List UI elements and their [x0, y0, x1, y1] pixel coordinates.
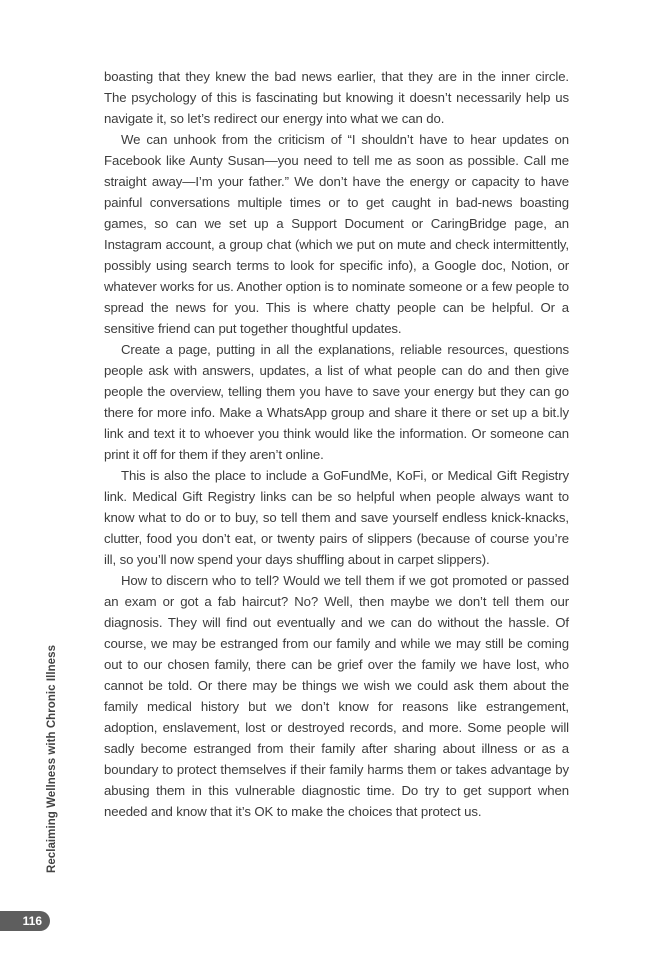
body-text: [104, 66, 569, 822]
paragraph-unhook-criticism: We can unhook from the criticism of “I shouldn’t have to hear updates on Facebook like Aunty Susan—you need to tell me as soon as possible. Call me straight away—I’m your father.” We don’t have the energy or capacity to have painful conversations multiple times or to get caught in bad-news boasting games, so can we set up a Support Document or CaringBridge page, an Instagram account, a group chat (which we put on mute and check intermittently, possibly using search terms to look for specific info), a Google doc, Notion, or whatever works for us. Another option is to nominate someone or a few people to spread the news for you. This is where chatty people can be helpful. Or a sensitive friend can put together thoughtful updates.: [104, 132, 569, 336]
page-number-tab: [0, 911, 50, 931]
paragraph-continued: boasting that they knew the bad news earlier, that they are in the inner circle. The psychology of this is fascinating but knowing it doesn’t necessarily help us navigate it, so let’s redirect our energy into what we can do.: [104, 69, 569, 126]
paragraph-gift-registry: This is also the place to include a GoFundMe, KoFi, or Medical Gift Registry link. Medical Gift Registry links can be so helpful when people always want to know what to do or to buy, so tell them and save yourself endless knick-knacks, clutter, food you don’t eat, or twenty pairs of slippers (because of course you’re ill, so you’ll now spend your days shuffling about in carpet slippers).: [104, 468, 569, 567]
paragraph-who-to-tell: How to discern who to tell? Would we tell them if we got promoted or passed an exam or got a fab haircut? No? Well, then maybe we don’t tell them our diagnosis. They will find out eventually and we can do without the hassle. Of course, we may be estranged from our family and while we may still be coming out to our chosen family, there can be grief over the family we have lost, who cannot be told. Or there may be things we wish we could ask them about the family medical history but we don’t know for reasons like estrangement, adoption, enslavement, lost or destroyed records, and more. Some people will sadly become estranged from their family after sharing about illness or as a boundary to protect themselves if their family harms them or takes advantage by abusing them in this vulnerable diagnostic time. Do try to get support when needed and know that it’s OK to make the choices that protect us.: [104, 573, 569, 819]
paragraph-create-page: Create a page, putting in all the explanations, reliable resources, questions people ask with answers, updates, a list of what people can do and then give people the overview, telling them you have to save your energy but they can go there for more info. Make a WhatsApp group and share it there or set up a bit.ly link and text it to whoever you think would like the information. Or someone can print it off for them if they aren’t online.: [104, 342, 569, 462]
running-title: Reclaiming Wellness with Chronic Illness: [46, 644, 58, 873]
page-number: 116: [22, 914, 42, 928]
